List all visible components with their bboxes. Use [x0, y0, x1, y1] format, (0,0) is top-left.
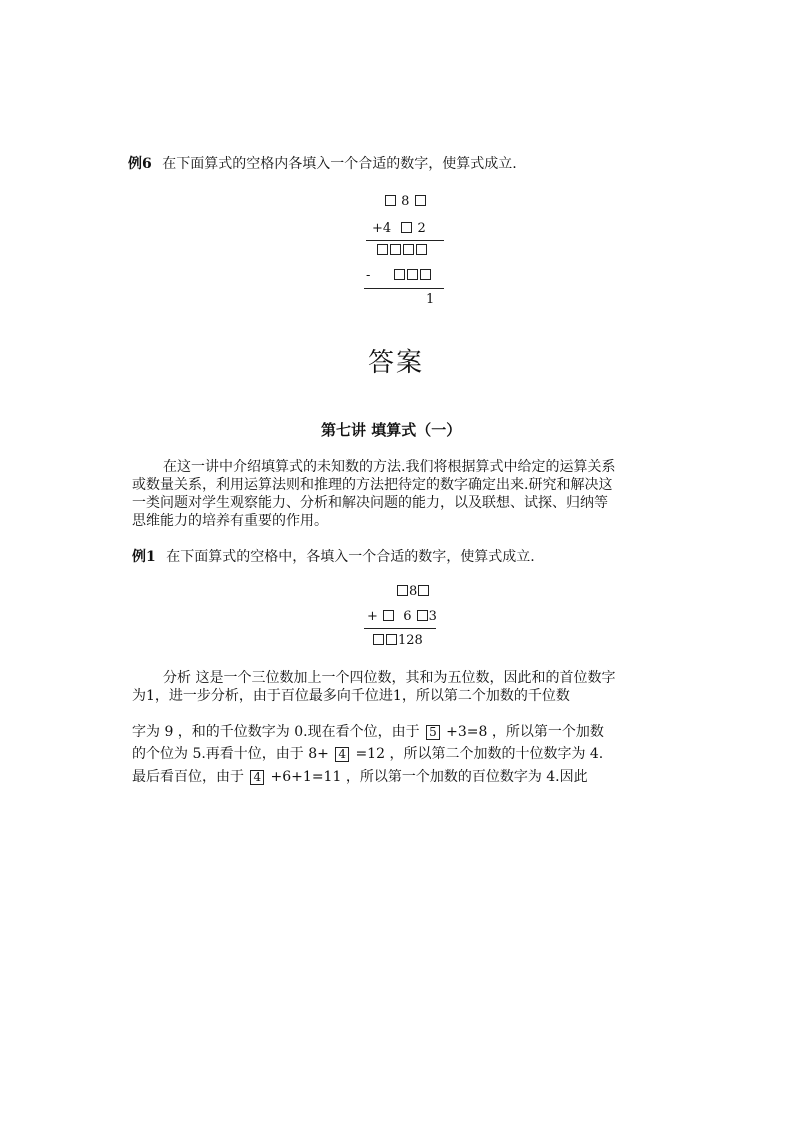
minus-operator: - [366, 268, 371, 283]
blank-box[interactable] [416, 244, 427, 255]
sum-line [366, 240, 444, 241]
answer-box: 5 [426, 725, 440, 740]
intro-line-3: 一类问题对学生观察能力、分析和解决问题的能力，以及联想、试探、归纳等 [132, 495, 608, 511]
digit: 6 [403, 609, 412, 624]
example6-result: 1 [426, 292, 435, 307]
analysis-line-4 [132, 745, 603, 763]
sum-line [364, 628, 436, 629]
blank-box[interactable] [383, 610, 394, 621]
plus-operator: + [367, 609, 378, 624]
blank-box[interactable] [397, 585, 408, 596]
example1-label: 例1 [132, 549, 156, 565]
digits: 128 [398, 633, 423, 648]
example6-row3 [376, 243, 428, 259]
text: 最后看百位，由于 [132, 769, 244, 785]
analysis-line-3 [132, 723, 604, 741]
intro-line-2: 或数量关系，利用运算法则和推理的方法把待定的数字确定出来.研究和解决这 [132, 477, 613, 493]
operator-digit: +4 [372, 221, 392, 236]
blank-box[interactable] [407, 269, 418, 280]
difference-line [364, 288, 444, 289]
analysis-line-5 [132, 768, 588, 786]
text: =12 ，所以第二个加数的十位数字为 4. [355, 746, 604, 762]
blank-box[interactable] [403, 244, 414, 255]
blank-box[interactable] [401, 222, 412, 233]
example1-statement [132, 548, 535, 566]
analysis-line-1: 分析 这是一个三位数加上一个四位数，其和为五位数，因此和的首位数字 [163, 670, 616, 686]
example6-label: 例6 [128, 156, 152, 172]
example1-row2 [367, 609, 437, 625]
digit: 8 [409, 584, 418, 599]
text: 字为 9 ，和的千位数字为 0.现在看个位，由于 [132, 724, 420, 740]
blank-box[interactable] [386, 634, 397, 645]
lecture-heading: 第七讲 填算式（一） [321, 421, 462, 439]
example1-row1 [396, 584, 430, 600]
example6-row4 [366, 268, 432, 284]
intro-line-1: 在这一讲中介绍填算式的未知数的方法.我们将根据算式中给定的运算关系 [163, 459, 616, 475]
blank-box[interactable] [420, 269, 431, 280]
blank-box[interactable] [377, 244, 388, 255]
answer-box: 4 [250, 770, 264, 785]
digit: 3 [428, 609, 437, 624]
blank-box[interactable] [418, 585, 429, 596]
blank-box[interactable] [385, 195, 396, 206]
example1-result [372, 633, 423, 649]
digit: 2 [417, 221, 426, 236]
answer-box: 4 [335, 747, 349, 762]
blank-box[interactable] [373, 634, 384, 645]
example6-row2 [372, 221, 426, 237]
blank-box[interactable] [417, 610, 428, 621]
text: +3=8 ，所以第一个加数 [446, 724, 604, 740]
digit: 8 [401, 194, 410, 209]
intro-line-4: 思维能力的培养有重要的作用。 [132, 513, 328, 529]
text: +6+1=11 ，所以第一个加数的百位数字为 4.因此 [270, 769, 588, 785]
blank-box[interactable] [415, 195, 426, 206]
example6-statement [128, 155, 517, 173]
answer-title: 答案 [368, 348, 425, 378]
example6-text: 在下面算式的空格内各填入一个合适的数字，使算式成立. [162, 156, 517, 172]
blank-box[interactable] [390, 244, 401, 255]
analysis-line-2: 为1，进一步分析，由于百位最多向千位进1，所以第二个加数的千位数 [132, 688, 570, 704]
blank-box[interactable] [394, 269, 405, 280]
example1-text: 在下面算式的空格中，各填入一个合适的数字，使算式成立. [166, 549, 535, 565]
text: 的个位为 5.再看十位，由于 8+ [132, 746, 329, 762]
example6-row1 [384, 194, 427, 210]
